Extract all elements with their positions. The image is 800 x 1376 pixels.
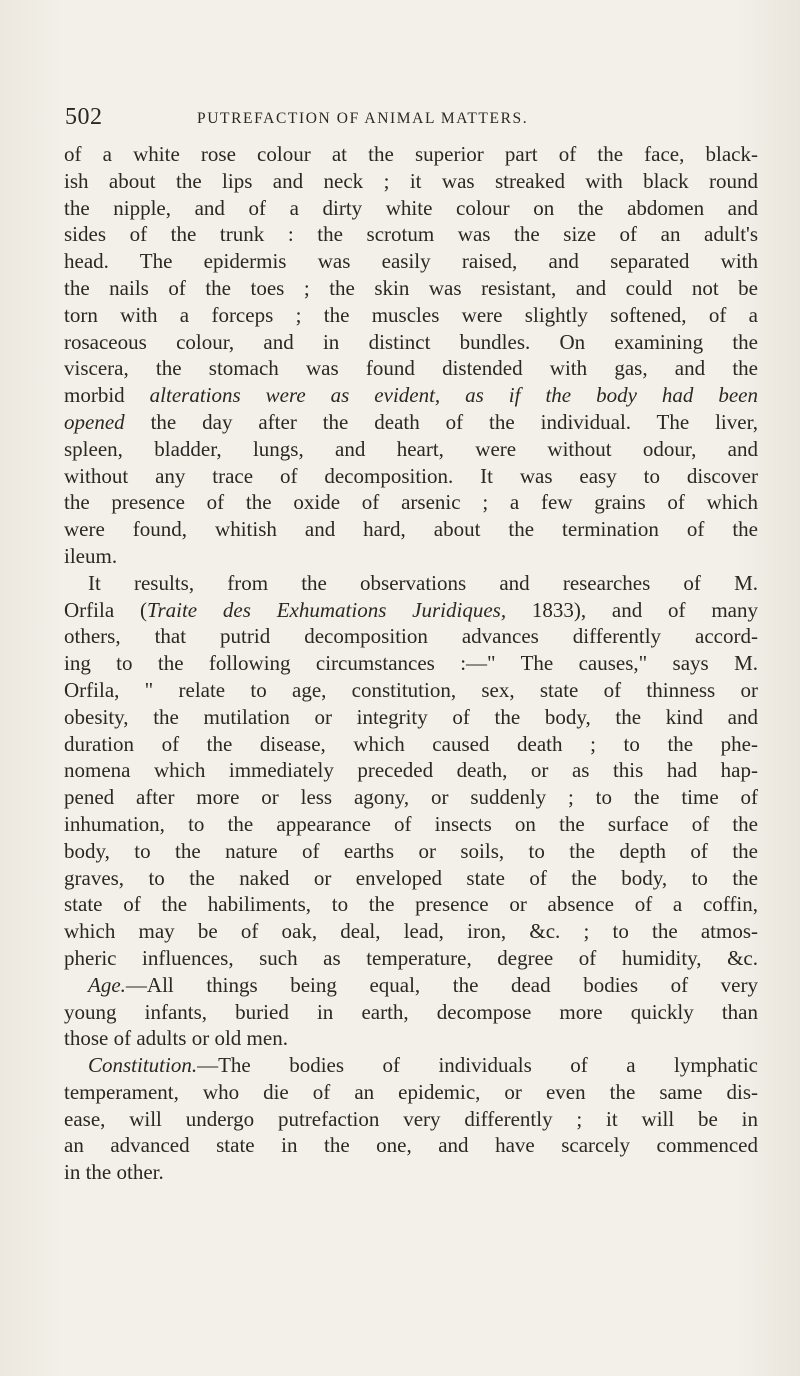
text-line: without any trace of decomposition. It was easy to discover xyxy=(64,463,758,488)
text-line: pened after more or less agony, or suddenly ; to the time of xyxy=(64,785,758,810)
page-number: 502 xyxy=(65,104,103,130)
text-line: in the other. xyxy=(64,1160,164,1185)
text-line: Orfila, " relate to age, constitution, sex, state of thinness or xyxy=(64,677,758,702)
italic-run: alterations were as evident, as if the body had been xyxy=(149,383,759,408)
text-run: the day after the death of the individual. The liver, xyxy=(150,409,758,434)
text-line: head. The epidermis was easily raised, and separated with xyxy=(64,249,758,274)
text-run: morbid xyxy=(64,383,125,408)
text-line: of a white rose colour at the superior part of the face, black- xyxy=(64,142,758,166)
text-line: spleen, bladder, lungs, and heart, were without odour, and xyxy=(64,436,758,461)
italic-run: Age. xyxy=(88,972,126,997)
text-run: 1833), and of many xyxy=(531,597,758,622)
text-line xyxy=(64,1052,758,1079)
text-line: rosaceous colour, and in distinct bundles. On examining the xyxy=(64,329,758,354)
text-line xyxy=(64,972,758,999)
text-line: those of adults or old men. xyxy=(64,1026,288,1051)
text-line: inhumation, to the appearance of insects on the surface of the xyxy=(64,811,758,836)
text-line: the nails of the toes ; the skin was resistant, and could not be xyxy=(64,275,758,300)
italic-run: Traite des Exhumations Juridiques, xyxy=(146,597,507,622)
running-head: PUTREFACTION OF ANIMAL MATTERS. xyxy=(197,110,529,127)
text-line: nomena which immediately preceded death, or as this had hap- xyxy=(64,758,758,783)
text-line: viscera, the stomach was found distended with gas, and the xyxy=(64,356,758,381)
text-line: ing to the following circumstances :—" The causes," says M. xyxy=(64,651,758,676)
text-run: —All things being equal, the dead bodies of very xyxy=(125,972,758,997)
text-run: Orfila ( xyxy=(64,597,147,622)
text-line: which may be of oak, deal, lead, iron, &c. ; to the atmos- xyxy=(64,919,758,944)
text-run: —The bodies of individuals of a lymphatic xyxy=(197,1053,758,1078)
text-line: pheric influences, such as temperature, degree of humidity, &c. xyxy=(64,945,758,970)
text-line: young infants, buried in earth, decompose more quickly than xyxy=(64,999,758,1024)
text-line: an advanced state in the one, and have scarcely commenced xyxy=(64,1133,758,1158)
page-header xyxy=(0,104,800,134)
text-line: graves, to the naked or enveloped state of the body, to the xyxy=(64,865,758,890)
text-line: were found, whitish and hard, about the termination of the xyxy=(64,517,758,542)
text-line: It results, from the observations and researches of M. xyxy=(88,570,758,595)
text-line xyxy=(64,409,758,436)
italic-run: opened xyxy=(64,409,125,434)
body-text xyxy=(64,141,758,1186)
text-line xyxy=(64,382,758,409)
text-line: state of the habiliments, to the presence or absence of a coffin, xyxy=(64,892,758,917)
text-line: ease, will undergo putrefaction very differently ; it will be in xyxy=(64,1106,758,1131)
text-line: ish about the lips and neck ; it was streaked with black round xyxy=(64,168,758,193)
text-line: duration of the disease, which caused death ; to the phe- xyxy=(64,731,758,756)
text-line: others, that putrid decomposition advances differently accord- xyxy=(64,624,758,649)
text-line: obesity, the mutilation or integrity of the body, the kind and xyxy=(64,704,758,729)
text-line: torn with a forceps ; the muscles were slightly softened, of a xyxy=(64,302,758,327)
text-line: the presence of the oxide of arsenic ; a few grains of which xyxy=(64,490,758,515)
text-line: sides of the trunk : the scrotum was the size of an adult's xyxy=(64,222,758,247)
text-line: the nipple, and of a dirty white colour on the abdomen and xyxy=(64,195,758,220)
italic-run: Constitution. xyxy=(88,1053,198,1078)
text-line: temperament, who die of an epidemic, or even the same dis- xyxy=(64,1079,758,1104)
text-line: ileum. xyxy=(64,543,118,568)
text-line xyxy=(64,597,758,624)
text-line: body, to the nature of earths or soils, to the depth of the xyxy=(64,838,758,863)
